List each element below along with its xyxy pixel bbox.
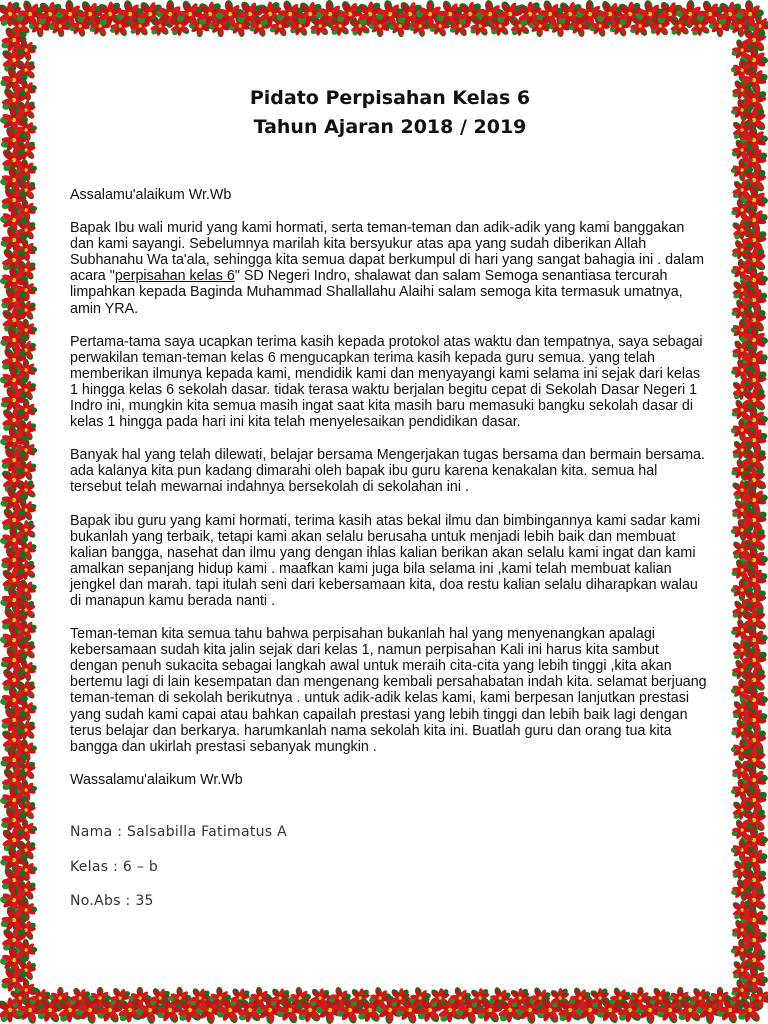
document-title-line-1: Pidato Perpisahan Kelas 6 [249,87,531,109]
student-number: No.Abs : 35 [70,892,154,909]
paragraph-teachers: Bapak ibu guru yang kami hormati, terima kasih atas bekal ilmu dan bimbingannya kami sadar kami bukanlah yang terbaik, tetapi kami akan selalu berusaha untuk menjadi lebih baik dan membuat kalian bangga, nasehat dan ilmu yang dengan ihlas kalian berikan akan selalu kami ingat dan kami amalkan sepanjang hidup kami . maafkan kami juga bila selama ini ,kami telah membuat kalian jengkel dan marah. tapi itulah seni dari kebersamaan kita, doa restu kalian selalu diharapkan walau di manapun kamu berada nanti . [70,512,701,609]
paragraph-farewell: Teman-teman kita semua tahu bahwa perpisahan bukanlah hal yang menyenangkan apalagi kebersamaan sudah kita jalin sejak dari kelas 1, namun perpisahan Kali ini harus kita sambut dengan penuh sukacita sebagai langkah awal untuk meraih cita-cita yang lebih tinggi ,kita akan bertemu lagi di lain kesempatan dan mengenang kembali persahabatan indah kita. selamat berjuang teman-teman di sekolah berikutnya . untuk adik-adik kelas kami, kami berpesan lanjutkan prestasi yang sudah kami capai atau bahkan capailah prestasi yang lebih tinggi dan lebih baik lagi dengan terus belajar dan berkarya. harumkanlah nama sekolah kita ini. Buatlah guru dan orang tua kita bangga dan ukirlah prestasi sebanyak mungkin . [70,626,707,755]
paragraph-opening [70,220,710,317]
student-class: Kelas : 6 – b [70,858,159,875]
paragraph-memories: Banyak hal yang telah dilewati, belajar bersama Mengerjakan tugas bersama dan bermain bersama. ada kalanya kita pun kadang dimarahi oleh bapak ibu guru karena kenakalan kita. semua hal tersebut telah mewarnai indahnya bersekolah di sekolahan ini . [70,447,705,496]
closing: Wassalamu'alaikum Wr.Wb [70,771,243,788]
perpisahan-kelas-link[interactable]: perpisahan kelas 6 [114,268,235,285]
speech-document [70,84,710,909]
paragraph-opening-text: Bapak Ibu wali murid yang kami hormati, serta teman-teman dan adik-adik yang kami banggakan dan kami sayangi. Sebelumnya marilah kita bersyukur atas apa yang sudah diberikan Allah Subhanahu Wa ta'ala, sehingga kita semua dapat berkumpul di hari yang sangat bahagia ini . dalam acara " [70,220,705,285]
paragraph-thanks: Pertama-tama saya ucapkan terima kasih kepada protokol atas waktu dan tempatnya, saya sebagai perwakilan teman-teman kelas 6 mengucapkan terima kasih kepada guru semua. yang telah memberikan ilmunya kepada kami, mendidik kami dan menyayangi kami selama ini sejak dari kelas 1 hingga kelas 6 sekolah dasar. tidak terasa waktu berjalan begitu cepat di Sekolah Dasar Negeri 1 Indro ini, mungkin kita semua masih ingat saat kita masih baru memasuki bangku sekolah dasar di kelas 1 hingga pada hari ini kita telah menyelesaikan pendidikan dasar. [70,333,703,431]
student-name: Nama : Salsabilla Fatimatus A [70,823,288,840]
document-title-line-2: Tahun Ajaran 2018 / 2019 [253,116,527,138]
paragraph-opening-text-end: " SD Negeri Indro, shalawat dan salam Semoga senantiasa tercurah limpahkan kepada Baginda Muhammad Shallallahu Alaihi salam semoga kita termasuk umatnya, amin YRA. [70,268,683,317]
greeting: Assalamu'alaikum Wr.Wb [70,187,232,203]
